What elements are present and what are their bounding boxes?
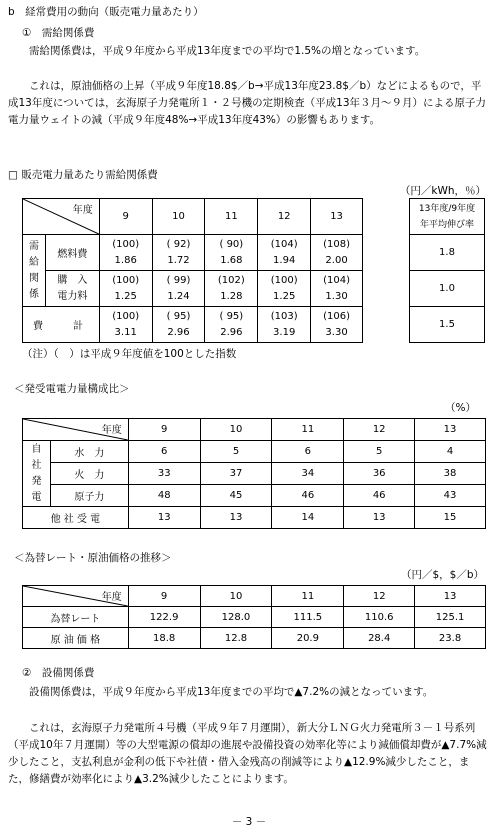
- table2-cell: 15: [415, 507, 486, 529]
- table3-corner-header: [23, 586, 129, 607]
- table1-corner-header: [23, 199, 100, 235]
- table3-cell: 20.9: [272, 628, 344, 649]
- table1-cell: (104) 1.94: [258, 235, 311, 271]
- subsection-title-demand-supply: ① 需給関係費: [22, 27, 95, 39]
- table3-cell: 12.8: [200, 628, 272, 649]
- table2-row-label-thermal: 火 力: [50, 463, 128, 485]
- page-number: － 3 －: [231, 816, 267, 828]
- table2-title: ＜発受電電力量構成比＞: [14, 383, 130, 395]
- subsection-title-facility: ② 設備関係費: [22, 667, 95, 679]
- table3-row-label-oil: 原 油 価 格: [23, 628, 129, 649]
- table1-cell: ( 92) 1.72: [152, 235, 205, 271]
- table3-year: 12: [344, 586, 415, 607]
- table2-cell: 14: [272, 507, 344, 529]
- table2-cell: 13: [128, 507, 200, 529]
- table3-cell: 23.8: [415, 628, 486, 649]
- table3-cell: 18.8: [128, 628, 200, 649]
- table1-cell: (100) 3.11: [99, 307, 152, 343]
- table3-cell: 128.0: [200, 607, 272, 628]
- table1-year: 11: [205, 199, 258, 235]
- table2-cell: 33: [128, 463, 200, 485]
- table2-year: 9: [128, 419, 200, 441]
- table2-cell: 6: [128, 441, 200, 463]
- table2-cell: 5: [200, 441, 272, 463]
- table2-cell: 5: [344, 441, 415, 463]
- table3-year: 10: [200, 586, 272, 607]
- table2-cell: 4: [415, 441, 486, 463]
- growth-value: 1.0: [410, 271, 485, 307]
- table1-cell: (100) 1.25: [99, 271, 152, 307]
- table1-row-label-purchased: 購 入 電力料: [45, 271, 99, 307]
- table1-cell: ( 99) 1.24: [152, 271, 205, 307]
- table2-year: 12: [344, 419, 415, 441]
- table1-row-label-total: 費 計: [23, 307, 100, 343]
- table3-cell: 122.9: [128, 607, 200, 628]
- table1-cell: ( 90) 1.68: [205, 235, 258, 271]
- table2-cell: 46: [272, 485, 344, 507]
- paragraph-demand-supply-2: これは，原油価格の上昇（平成９年度18.8$／b→平成13年度23.8$／b）などによるもので，平成13年度については，玄海原子力発電所１・２号機の定期検査（平成13年３月～９月）による原子力電力量ウェイトの減（平成９年度48%→平成13年度43%）の影響もあります。: [8, 80, 487, 126]
- paragraph-facility-1: 設備関係費は，平成９年度から平成13年度までの平均で▲7.2%の減となっています。: [29, 686, 434, 698]
- table1-cell: (102) 1.28: [205, 271, 258, 307]
- table1-year: 9: [99, 199, 152, 235]
- table1-cell: ( 95) 2.96: [152, 307, 205, 343]
- table1-title: □ 販売電力量あたり需給関係費: [8, 169, 158, 181]
- paragraph-demand-supply-1: 需給関係費は，平成９年度から平成13年度までの平均で1.5%の増となっています。: [29, 45, 426, 57]
- table2-cell: 43: [415, 485, 486, 507]
- table1-cell: (100) 1.25: [258, 271, 311, 307]
- table2-corner-header: [23, 419, 129, 441]
- table2-cell: 46: [344, 485, 415, 507]
- section-heading: b 経常費用の動向（販売電力量あたり）: [8, 6, 204, 18]
- table1-row-label-fuel: 燃料費: [45, 235, 99, 271]
- table1-cell: (103) 3.19: [258, 307, 311, 343]
- table2-group-label: 自社発電: [23, 441, 51, 507]
- table3-year: 9: [128, 586, 200, 607]
- table2-cell: 13: [200, 507, 272, 529]
- table3-year: 13: [415, 586, 486, 607]
- table2-year: 11: [272, 419, 344, 441]
- table3-cell: 110.6: [344, 607, 415, 628]
- table2-year-label: 年度: [101, 425, 122, 436]
- growth-header: 13年度/9年度 年平均伸び率: [410, 199, 485, 235]
- growth-value: 1.8: [410, 235, 485, 271]
- table3-year-label: 年度: [101, 592, 122, 603]
- table1-cell: (106) 3.30: [311, 307, 363, 343]
- table2-row-label-hydro: 水 力: [50, 441, 128, 463]
- table2-cell: 34: [272, 463, 344, 485]
- table1-year-label: 年度: [72, 205, 93, 216]
- table1-group-label: 需給関係: [23, 235, 46, 307]
- table2-cell: 36: [344, 463, 415, 485]
- table1-year: 10: [152, 199, 205, 235]
- table1-cell: (100) 1.86: [99, 235, 152, 271]
- table1-cell: (108) 2.00: [311, 235, 363, 271]
- table3-title: ＜為替レート・原油価格の推移＞: [14, 552, 172, 564]
- cost-per-kwh-table: [22, 198, 363, 343]
- table2-cell: 37: [200, 463, 272, 485]
- table1-note: （注）（ ）は平成９年度値を100とした指数: [22, 348, 237, 360]
- table2-year: 10: [200, 419, 272, 441]
- table3-year: 11: [272, 586, 344, 607]
- table2-unit: （%）: [445, 402, 476, 414]
- table1-year: 13: [311, 199, 363, 235]
- table2-cell: 45: [200, 485, 272, 507]
- table1-cell: ( 95) 2.96: [205, 307, 258, 343]
- table2-cell: 13: [344, 507, 415, 529]
- table1-unit: （円／kWh，％）: [399, 185, 486, 197]
- table1-year: 12: [258, 199, 311, 235]
- table3-row-label-exchange: 為替レート: [23, 607, 129, 628]
- table3-cell: 125.1: [415, 607, 486, 628]
- table2-row-label-nuclear: 原子力: [50, 485, 128, 507]
- generation-mix-table: [22, 418, 486, 529]
- growth-value: 1.5: [410, 307, 485, 343]
- exchange-oil-table: [22, 585, 486, 649]
- table3-cell: 28.4: [344, 628, 415, 649]
- paragraph-facility-2: これは，玄海原子力発電所４号機（平成９年７月運開），新大分ＬＮＧ火力発電所３－１号系列（平成10年７月運開）等の大型電源の償却の進展や設備投資の効率化等により減価償却費が▲7.7%減少したこと，支払利息が金利の低下や社債・借入金残高の削減等により▲12.9%減少したこと，また，修繕費が効率化により▲3.2%減少したことによります。: [8, 722, 487, 785]
- table3-cell: 111.5: [272, 607, 344, 628]
- table3-unit: （円／$，$／b）: [400, 569, 484, 581]
- table2-year: 13: [415, 419, 486, 441]
- table2-cell: 6: [272, 441, 344, 463]
- table2-row-label-purchased: 他 社 受 電: [23, 507, 129, 529]
- table1-cell: (104) 1.30: [311, 271, 363, 307]
- growth-rate-table: [409, 198, 485, 343]
- table2-cell: 38: [415, 463, 486, 485]
- table2-cell: 48: [128, 485, 200, 507]
